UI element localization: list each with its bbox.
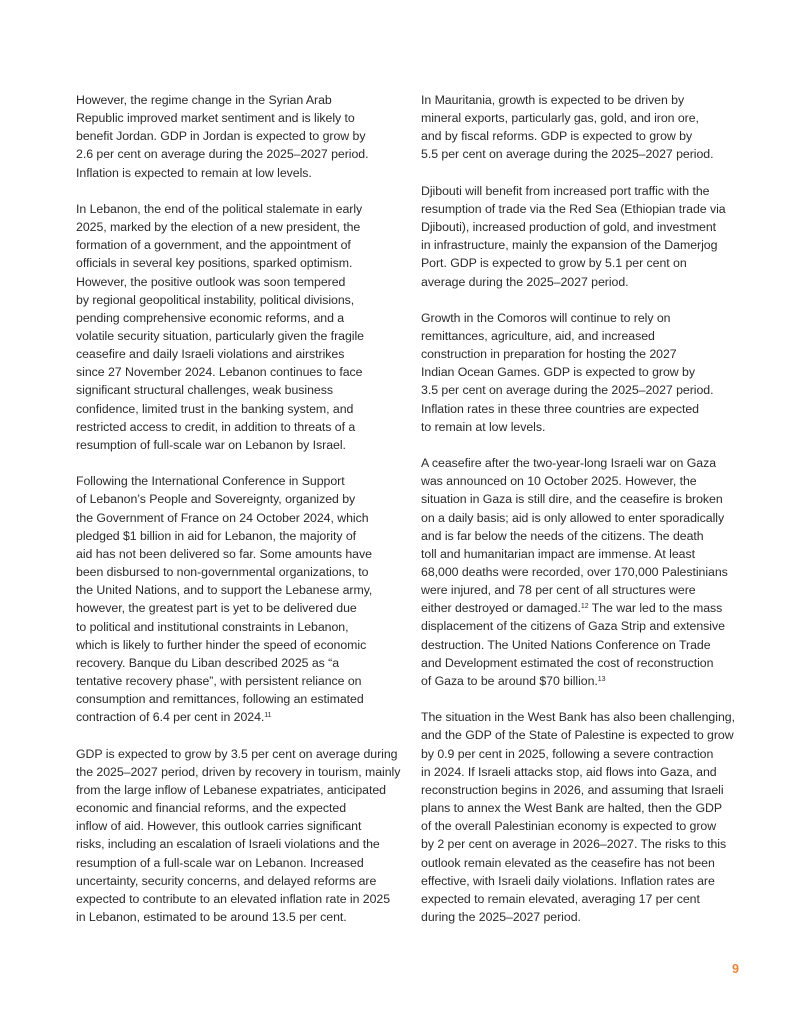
text-line: displacement of the citizens of Gaza Strip and extensive <box>421 619 725 634</box>
text-line: of Lebanon’s People and Sovereignty, organized by <box>76 492 356 507</box>
footnote-marker: 11 <box>264 712 272 720</box>
text-line: of the overall Palestinian economy is expected to grow <box>421 819 717 834</box>
text-line <box>421 672 739 690</box>
text-line: A ceasefire after the two-year-long Israeli war on Gaza <box>421 456 717 471</box>
paragraph-gaza <box>421 454 739 690</box>
text-line: and Development estimated the cost of reconstruction <box>421 655 714 670</box>
text-line: during the 2025–2027 period. <box>421 909 581 924</box>
text-line: by 0.9 per cent in 2025, following a severe contraction <box>421 746 714 761</box>
text-line: to remain at low levels. <box>421 419 546 434</box>
text-line: Inflation rates in these three countries are expected <box>421 401 699 416</box>
text-line: in 2024. If Israeli attacks stop, aid flows into Gaza, and <box>421 764 717 779</box>
text-line: 3.5 per cent on average during the 2025–2027 period. <box>421 383 714 398</box>
text-line: the 2025–2027 period, driven by recovery in tourism, mainly <box>76 764 401 779</box>
text-line: 68,000 deaths were recorded, over 170,000 Palestinians <box>421 565 728 580</box>
text-line: significant structural challenges, weak business <box>76 383 333 398</box>
text-line: outlook remain elevated as the ceasefire has not been <box>421 855 715 870</box>
text-line: tentative recovery phase”, with persistent reliance on <box>76 673 362 688</box>
text-line: the Government of France on 24 October 2024, which <box>76 510 369 525</box>
text-line: from the large inflow of Lebanese expatriates, anticipated <box>76 782 386 797</box>
text-line: average during the 2025–2027 period. <box>421 274 629 289</box>
text-line: 5.5 per cent on average during the 2025–2027 period. <box>421 147 714 162</box>
text-line: Following the International Conference in Support <box>76 474 345 489</box>
text-line: Inflation is expected to remain at low levels. <box>76 165 312 180</box>
text-line: and the GDP of the State of Palestine is expected to grow <box>421 728 734 743</box>
text-line: and by fiscal reforms. GDP is expected to grow by <box>421 129 693 144</box>
text-line: construction in preparation for hosting the 2027 <box>421 347 677 362</box>
text-line: reconstruction begins in 2026, and assuming that Israeli <box>421 782 724 797</box>
text-fragment: The war led to the mass <box>588 601 723 616</box>
text-line: by 2 per cent on average in 2026–2027. The risks to this <box>421 837 727 852</box>
text-line: Republic improved market sentiment and is likely to <box>76 111 355 126</box>
footnote-marker: 13 <box>597 675 606 683</box>
text-line: remittances, agriculture, aid, and increased <box>421 329 655 343</box>
paragraph-west-bank <box>421 708 739 926</box>
text-line: to political and institutional constraints in Lebanon, <box>76 619 349 634</box>
text-line: officials in several key positions, sparked optimism. <box>76 256 353 271</box>
text-line: was announced on 10 October 2025. However, the <box>421 474 697 489</box>
text-line: been disbursed to non-governmental organizations, to <box>76 565 369 580</box>
text-line: Port. GDP is expected to grow by 5.1 per cent on <box>421 256 687 271</box>
text-line: mineral exports, particularly gas, gold, and iron ore, <box>421 111 699 126</box>
text-line: ceasefire and daily Israeli violations and airstrikes <box>76 347 345 362</box>
paragraph-mauritania <box>421 91 739 164</box>
text-line: restricted access to credit, in addition to threats of a <box>76 419 356 434</box>
text-line: since 27 November 2024. Lebanon continues to face <box>76 365 363 380</box>
text-line: uncertainty, security concerns, and delayed reforms are <box>76 873 377 888</box>
text-line: which is likely to further hinder the speed of economic <box>76 637 367 652</box>
text-line: pledged $1 billion in aid for Lebanon, the majority of <box>76 528 357 543</box>
text-line: 2.6 per cent on average during the 2025–2027 period. <box>76 147 369 162</box>
paragraph-lebanon-aid <box>76 472 394 726</box>
text-line: inflow of aid. However, this outlook carries significant <box>76 819 362 834</box>
text-line: However, the regime change in the Syrian Arab <box>76 93 332 107</box>
text-line: The situation in the West Bank has also been challenging, <box>421 710 735 725</box>
paragraph-jordan <box>76 91 394 182</box>
text-line: by regional geopolitical instability, political divisions, <box>76 292 355 307</box>
text-line: situation in Gaza is still dire, and the ceasefire is broken <box>421 492 723 507</box>
text-line: risks, including an escalation of Israeli violations and the <box>76 837 380 852</box>
text-line: and is far below the needs of the citizens. The death <box>421 528 704 543</box>
text-line: toll and humanitarian impact are immense. At least <box>421 546 695 561</box>
text-line: plans to annex the West Bank are halted, then the GDP <box>421 801 723 816</box>
text-line: consumption and remittances, following an estimated <box>76 692 364 707</box>
text-line: resumption of full-scale war on Lebanon by Israel. <box>76 437 346 452</box>
text-line: GDP is expected to grow by 3.5 per cent on average during <box>76 746 398 761</box>
text-line: were injured, and 78 per cent of all structures were <box>421 583 696 598</box>
text-line: resumption of a full-scale war on Lebanon. Increased <box>76 855 364 870</box>
text-fragment: of Gaza to be around $70 billion. <box>421 673 598 688</box>
footnote-marker: 12 <box>580 603 589 611</box>
text-line: volatile security situation, particularly given the fragile <box>76 329 364 344</box>
text-line: Growth in the Comoros will continue to rely on <box>421 310 671 325</box>
text-line: the United Nations, and to support the Lebanese army, <box>76 583 373 598</box>
text-line: recovery. Banque du Liban described 2025 as “a <box>76 655 340 670</box>
text-line: formation of a government, and the appointment of <box>76 238 351 253</box>
text-line: Djibouti), increased production of gold, and investment <box>421 220 717 235</box>
text-line: in Lebanon, estimated to be around 13.5 per cent. <box>76 909 347 924</box>
text-line: effective, with Israeli daily violations. Inflation rates are <box>421 873 715 888</box>
text-line: on a daily basis; aid is only allowed to enter sporadically <box>421 510 725 525</box>
text-line <box>76 708 394 726</box>
text-line: in infrastructure, mainly the expansion of the Damerjog <box>421 238 718 253</box>
text-line: confidence, limited trust in the banking system, and <box>76 401 354 416</box>
text-line <box>421 599 739 617</box>
text-line: destruction. The United Nations Conference on Trade <box>421 637 711 652</box>
text-line: However, the positive outlook was soon tempered <box>76 274 346 289</box>
paragraph-comoros <box>421 309 739 436</box>
text-line: expected to contribute to an elevated inflation rate in 2025 <box>76 891 391 906</box>
text-line: In Lebanon, the end of the political stalemate in early <box>76 201 363 216</box>
text-fragment: either destroyed or damaged. <box>421 601 581 616</box>
text-line: benefit Jordan. GDP in Jordan is expected to grow by <box>76 129 366 144</box>
text-line: In Mauritania, growth is expected to be driven by <box>421 93 685 107</box>
text-line: pending comprehensive economic reforms, and a <box>76 310 345 325</box>
text-line: Indian Ocean Games. GDP is expected to grow by <box>421 365 695 380</box>
text-line: economic and financial reforms, and the expected <box>76 801 347 816</box>
page-number: 9 <box>732 962 739 976</box>
left-column <box>76 91 401 944</box>
text-line: however, the greatest part is yet to be delivered due <box>76 601 357 616</box>
text-line: 2025, marked by the election of a new president, the <box>76 220 361 235</box>
paragraph-lebanon-gdp <box>76 745 401 927</box>
text-line: Djibouti will benefit from increased port traffic with the <box>421 183 710 198</box>
right-column <box>421 91 739 944</box>
text-line: resumption of trade via the Red Sea (Ethiopian trade via <box>421 201 726 216</box>
text-line: aid has not been delivered so far. Some amounts have <box>76 546 372 561</box>
text-fragment: contraction of 6.4 per cent in 2024. <box>76 710 265 725</box>
paragraph-lebanon-politics <box>76 200 394 454</box>
paragraph-djibouti <box>421 182 739 291</box>
text-line: expected to remain elevated, averaging 17 per cent <box>421 891 700 906</box>
